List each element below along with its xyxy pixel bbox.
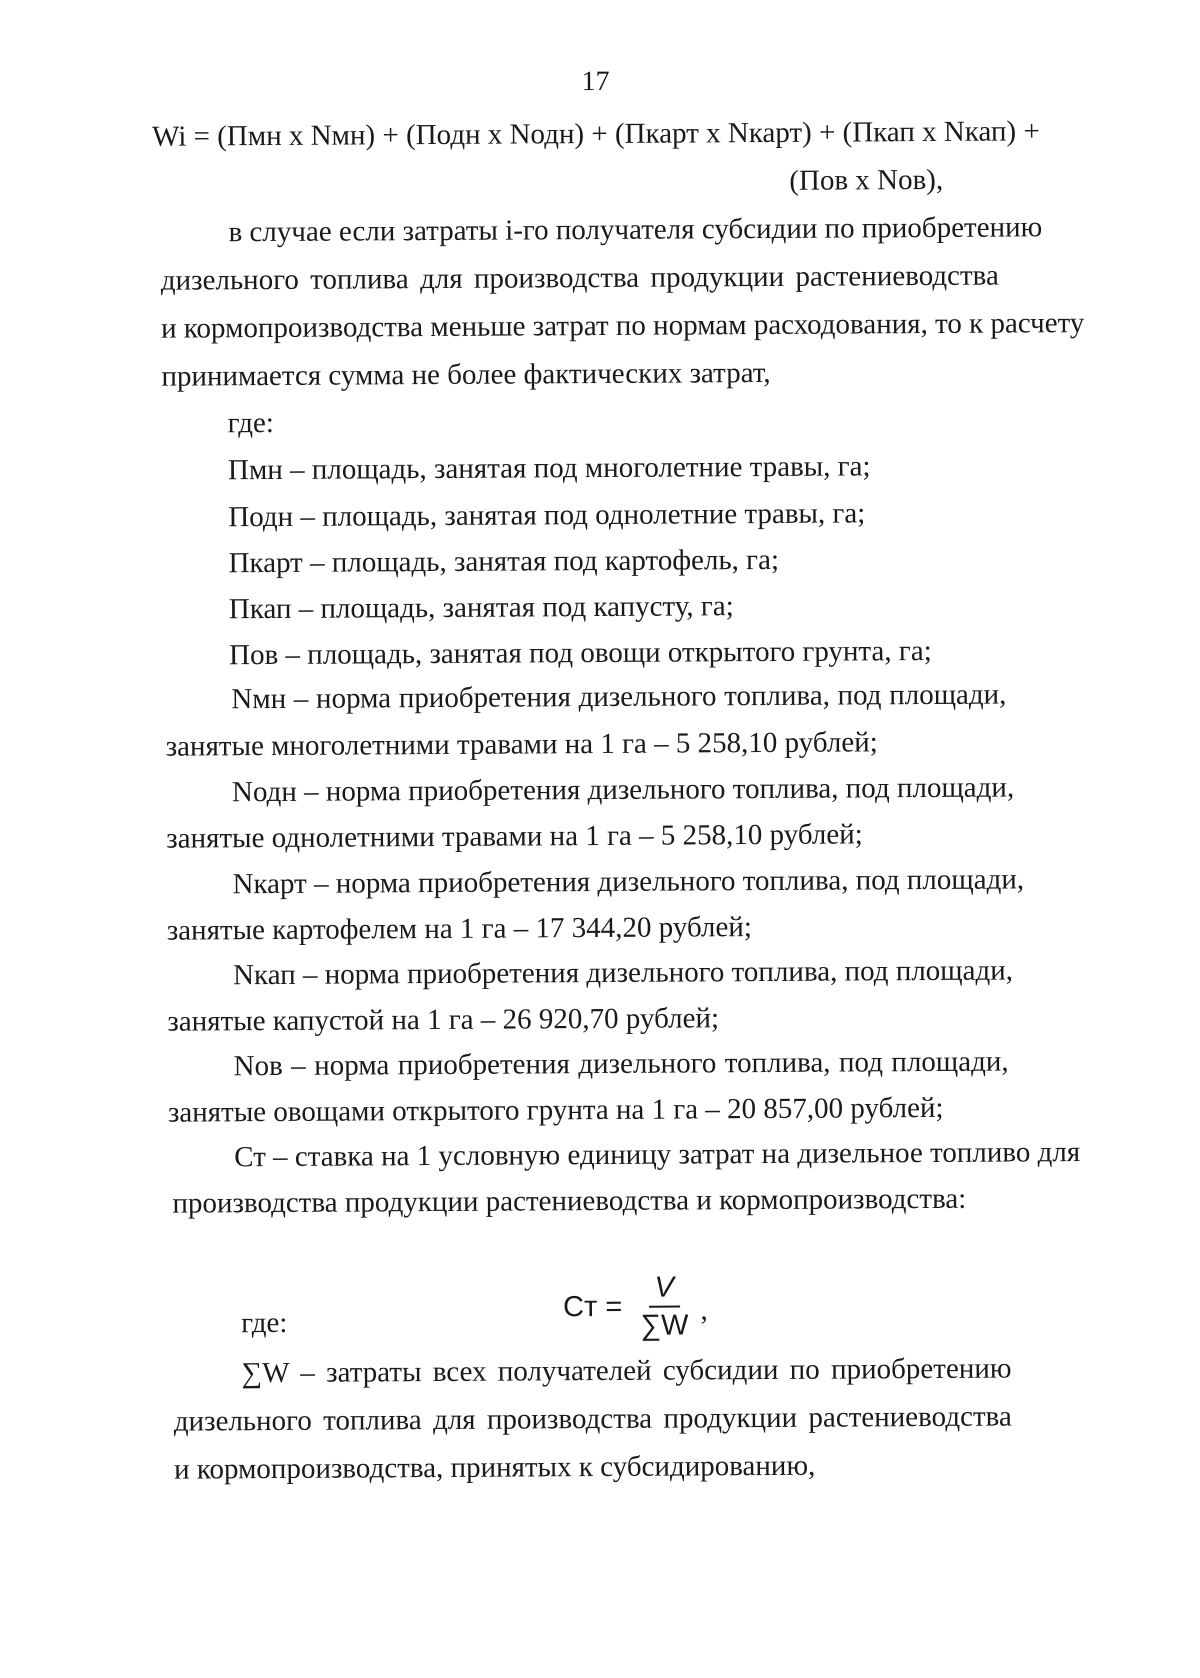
norm-nmn-line-2: занятые многолетними травами на 1 га – 5 258,10 рублей; <box>165 726 878 763</box>
where-label-1: где: <box>227 406 274 440</box>
sumw-line-1: ∑W – затраты всех получателей субсидии по приобретению <box>241 1352 1012 1390</box>
norm-nov-line-2: занятые овощами открытого грунта на 1 га – 20 857,00 рублей; <box>167 1091 944 1129</box>
condition-line-3: и кормопроизводства меньше затрат по нормам расходования, то к расчету <box>161 307 1085 345</box>
formula-ct-lhs: Ст = <box>562 1290 623 1323</box>
def-pov: Пов – площадь, занятая под овощи открытого грунта, га; <box>229 634 932 672</box>
formula-ct-numerator: V <box>648 1270 680 1308</box>
def-pkap: Пкап – площадь, занятая под капусту, га; <box>228 590 734 626</box>
norm-nkart-line-2: занятые картофелем на 1 га – 17 344,20 рублей; <box>166 911 752 947</box>
condition-line-1: в случае если затраты i-го получателя субсидии по приобретению <box>228 211 1043 249</box>
formula-w-line-2: (Пов x Nов), <box>789 163 944 197</box>
sumw-line-2: дизельного топлива для производства продукции растениеводства <box>173 1400 1012 1438</box>
norm-nmn-line-1: Nмн – норма приобретения дизельного топлива, под площади, <box>231 678 1007 716</box>
norm-nkart-line-1: Nкарт – норма приобретения дизельного топлива, под площади, <box>232 863 1025 901</box>
def-pkart: Пкарт – площадь, занятая под картофель, га; <box>228 543 780 580</box>
norm-nodn-line-1: Nодн – норма приобретения дизельного топлива, под площади, <box>231 771 1015 809</box>
formula-ct-fraction <box>634 1269 694 1343</box>
norm-nodn-line-2: занятые однолетними травами на 1 га – 5 258,10 рублей; <box>166 818 863 855</box>
where-label-2: где: <box>241 1306 288 1340</box>
ct-def-line-2: производства продукции растениеводства и кормопроизводства: <box>172 1182 967 1220</box>
page-number: 17 <box>581 65 610 98</box>
def-podn: Подн – площадь, занятая под однолетние травы, га; <box>228 497 866 534</box>
formula-ct-denominator: ∑W <box>640 1309 689 1342</box>
norm-nkap-line-2: занятые капустой на 1 га – 26 920,70 рублей; <box>167 1002 720 1038</box>
norm-nkap-line-1: Nкап – норма приобретения дизельного топлива, под площади, <box>232 954 1014 992</box>
def-pmn: Пмн – площадь, занятая под многолетние травы, га; <box>227 450 871 487</box>
ct-def-line-1: Ст – ставка на 1 условную единицу затрат на дизельное топливо для <box>234 1136 1081 1174</box>
formula-w-line-1: Wi = (Пмн x Nмн) + (Подн x Nодн) + (Пкарт x Nкарт) + (Пкап x Nкап) + <box>151 115 1040 153</box>
formula-ct <box>563 1269 708 1344</box>
condition-line-4: принимается сумма не более фактических затрат, <box>161 356 771 393</box>
norm-nov-line-1: Nов – норма приобретения дизельного топлива, под площади, <box>233 1045 1009 1083</box>
condition-line-2: дизельного топлива для производства продукции растениеводства <box>160 259 999 297</box>
formula-ct-comma: , <box>700 1293 708 1326</box>
sumw-line-3: и кормопроизводства, принятых к субсидированию, <box>173 1449 816 1486</box>
